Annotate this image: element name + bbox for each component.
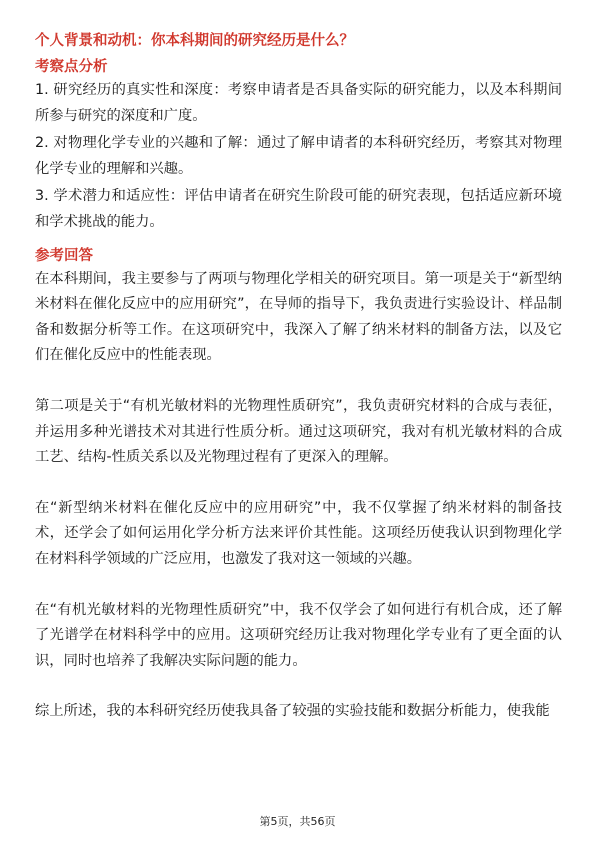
document-page [35,30,562,750]
question-heading: 个人背景和动机：你本科期间的研究经历是什么？ [35,33,354,49]
answer-paragraph-2: 第二项是关于“有机光敏材料的光物理性质研究”，我负责研究材料的合成与表征，并运用多种光谱技术对其进行性质分析。通过这项研究，我对有机光敏材料的合成工艺、结构-性质关系以及光物理过程有了更深入的理解。 [35,397,562,466]
answer-paragraph-5: 综上所述，我的本科研究经历使我具备了较强的实验技能和数据分析能力，使我能 [35,703,550,720]
analysis-heading: 考察点分析 [35,59,108,75]
analysis-points [35,78,562,236]
answer-paragraph-3: 在“新型纳米材料在催化反应中的应用研究”中，我不仅掌握了纳米材料的制备技术，还学会了如何运用化学分析方法来评价其性能。这项经历使我认识到物理化学在材料科学领域的广泛应用，也激发了我对这一领域的兴趣。 [35,499,562,567]
analysis-point-1: 1. 研究经历的真实性和深度：考察申请者是否具备实际的研究能力，以及本科期间所参与研究的深度和广度。 [35,82,562,124]
answer-body [35,267,562,725]
analysis-point-2: 2. 对物理化学专业的兴趣和了解：通过了解申请者的本科研究经历，考察其对物理化学专业的理解和兴趣。 [35,135,562,177]
page-footer: 第5页，共56页 [259,815,336,828]
analysis-point-3: 3. 学术潜力和适应性：评估申请者在研究生阶段可能的研究表现，包括适应新环境和学术挑战的能力。 [35,188,562,230]
answer-paragraph-1: 在本科期间，我主要参与了两项与物理化学相关的研究项目。第一项是关于“新型纳米材料在催化反应中的应用研究”，在导师的指导下，我负责进行实验设计、样品制备和数据分析等工作。在这项研究中，我深入了解了纳米材料的制备方法，以及它们在催化反应中的性能表现。 [35,270,562,364]
answer-heading: 参考回答 [35,247,93,264]
answer-paragraph-4: 在“有机光敏材料的光物理性质研究”中，我不仅学会了如何进行有机合成，还了解了光谱学在材料科学中的应用。这项研究经历让我对物理化学专业有了更全面的认识，同时也培养了我解决实际问题的能力。 [35,601,562,669]
